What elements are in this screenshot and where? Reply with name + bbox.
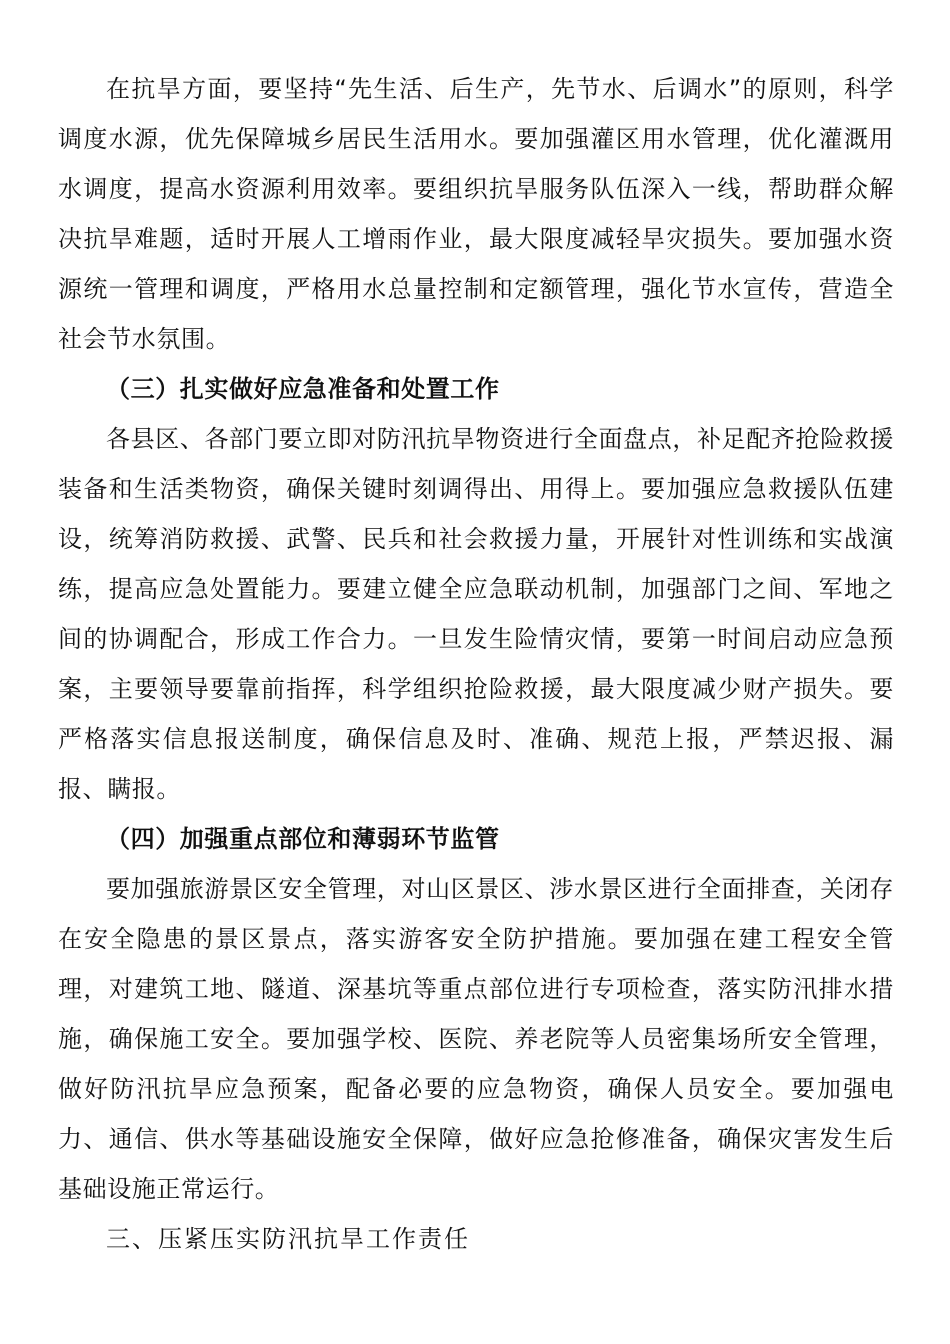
heading-key-areas-supervision: （四）加强重点部位和薄弱环节监管 [106, 825, 500, 853]
heading-emergency-preparation: （三）扎实做好应急准备和处置工作 [106, 375, 500, 403]
paragraph-emergency-preparation: 各县区、各部门要立即对防汛抗旱物资进行全面盘点，补足配齐抢险救援装备和生活类物资，确保关键时刻调得出、用得上。要加强应急救援队伍建设，统筹消防救援、武警、民兵和社会救援力量，开展针对性训练和实战演练，提高应急处置能力。要建立健全应急联动机制，加强部门之间、军地之间的协调配合，形成工作合力。一旦发生险情灾情，要第一时间启动应急预案，主要领导要靠前指挥，科学组织抢险救援，最大限度减少财产损失。要严格落实信息报送制度，确保信息及时、准确、规范上报，严禁迟报、漏报、瞒报。 [58, 425, 894, 803]
section-title-responsibility: 三、压紧压实防汛抗旱工作责任 [106, 1225, 470, 1253]
paragraph-key-areas-supervision: 要加强旅游景区安全管理，对山区景区、涉水景区进行全面排查，关闭存在安全隐患的景区景点，落实游客安全防护措施。要加强在建工程安全管理，对建筑工地、隧道、深基坑等重点部位进行专项检查，落实防汛排水措施，确保施工安全。要加强学校、医院、养老院等人员密集场所安全管理，做好防汛抗旱应急预案，配备必要的应急物资，确保人员安全。要加强电力、通信、供水等基础设施安全保障，做好应急抢修准备，确保灾害发生后基础设施正常运行。 [58, 875, 894, 1203]
document-page [58, 64, 894, 1264]
paragraph-drought-relief: 在抗旱方面，要坚持“先生活、后生产，先节水、后调水”的原则，科学调度水源，优先保障城乡居民生活用水。要加强灌区用水管理，优化灌溉用水调度，提高水资源利用效率。要组织抗旱服务队伍深入一线，帮助群众解决抗旱难题，适时开展人工增雨作业，最大限度减轻旱灾损失。要加强水资源统一管理和调度，严格用水总量控制和定额管理，强化节水宣传，营造全社会节水氛围。 [58, 75, 894, 353]
